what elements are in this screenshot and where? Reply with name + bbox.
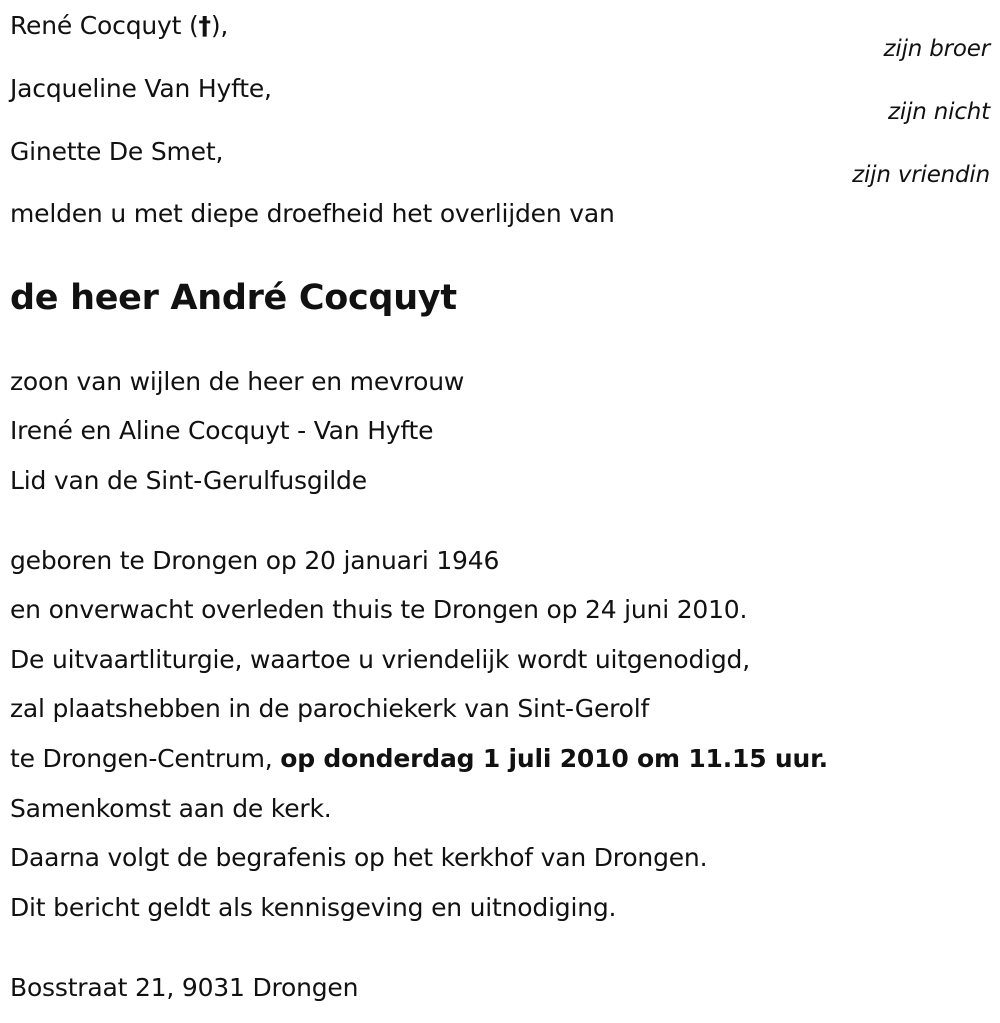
place-datetime-line [10, 744, 828, 774]
church-line: zal plaatshebben in de parochiekerk van Sint-Gerolf [10, 694, 650, 723]
gathering-line: Samenkomst aan de kerk. [10, 794, 332, 823]
mourner-name-1-text: René Cocquyt ( [10, 11, 199, 40]
birth-line: geboren te Drongen op 20 januari 1946 [10, 546, 500, 575]
guild-membership: Lid van de Sint-Gerulfusgilde [10, 466, 367, 495]
liturgy-line: De uitvaartliturgie, waartoe u vriendelijk wordt uitgenodigd, [10, 645, 750, 674]
notice-line: Dit bericht geldt als kennisgeving en uitnodiging. [10, 893, 617, 922]
parents-line-1: zoon van wijlen de heer en mevrouw [10, 367, 465, 396]
cross-icon: † [198, 11, 211, 40]
place-text: te Drongen-Centrum, [10, 744, 281, 773]
mourner-name-1-end: ), [210, 11, 229, 40]
mourner-name-1 [10, 11, 228, 41]
announcement-text: melden u met diepe droefheid het overlijden van [10, 199, 615, 228]
mourner-relation-1: zijn broer [883, 36, 990, 62]
funeral-datetime: op donderdag 1 juli 2010 om 11.15 uur. [280, 744, 828, 773]
mourner-relation-3: zijn vriendin [852, 162, 990, 188]
mourner-name-3: Ginette De Smet, [10, 137, 224, 166]
mourner-relation-2: zijn nicht [888, 99, 990, 125]
death-line: en onverwacht overleden thuis te Drongen op 24 juni 2010. [10, 595, 748, 624]
deceased-name: de heer André Cocquyt [10, 278, 457, 318]
burial-line: Daarna volgt de begrafenis op het kerkhof van Drongen. [10, 843, 708, 872]
address: Bosstraat 21, 9031 Drongen [10, 973, 359, 1002]
parents-line-2: Irené en Aline Cocquyt - Van Hyfte [10, 416, 434, 445]
mourner-name-2: Jacqueline Van Hyfte, [10, 74, 272, 103]
